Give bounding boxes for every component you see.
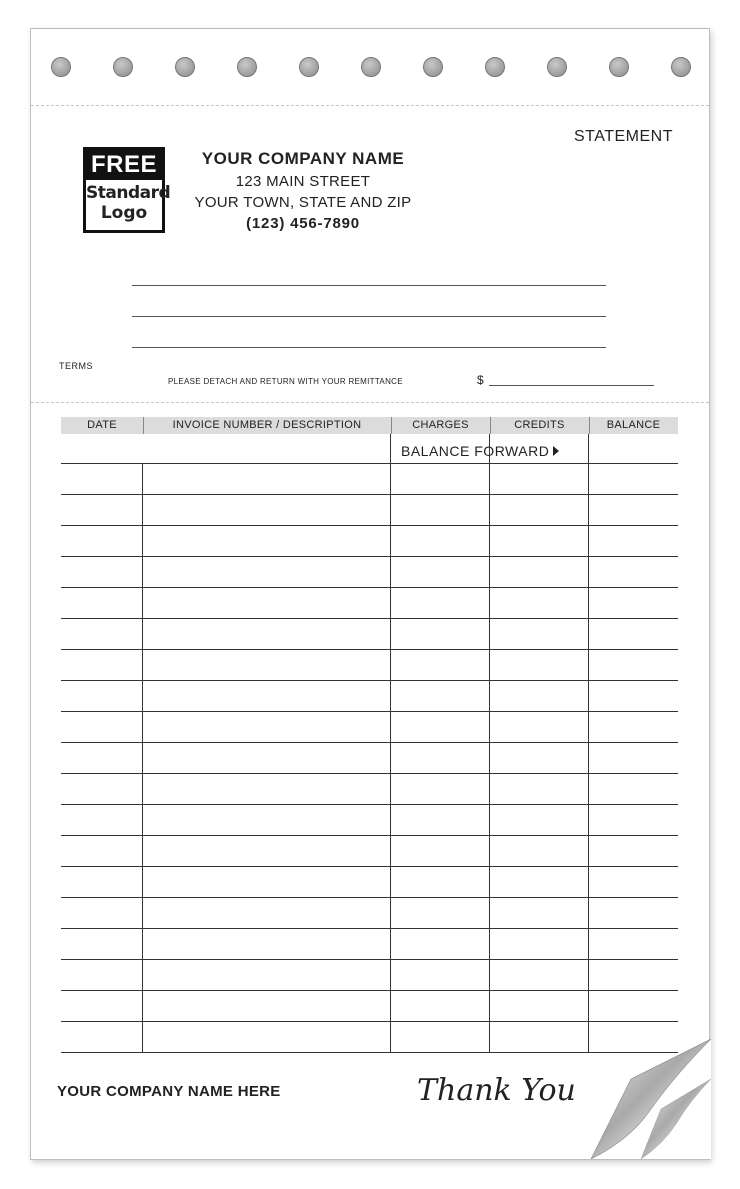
table-row-line	[61, 556, 678, 557]
table-header	[61, 417, 678, 434]
pinfeed-hole	[423, 57, 443, 77]
company-logo	[83, 147, 171, 233]
table-row-line	[61, 804, 678, 805]
table-row-line	[61, 587, 678, 588]
dollar-sign: $	[477, 373, 484, 387]
logo-standard: Standard	[86, 183, 171, 203]
terms-label: TERMS	[59, 361, 93, 371]
pinfeed-hole	[485, 57, 505, 77]
pinfeed-hole	[547, 57, 567, 77]
address-line-2[interactable]	[132, 316, 606, 317]
logo-free: FREE	[86, 150, 162, 180]
company-phone: (123) 456-7890	[246, 215, 360, 232]
pinfeed-hole	[299, 57, 319, 77]
table-row-line	[61, 525, 678, 526]
perforation-top	[31, 105, 709, 106]
table-column-line	[390, 434, 391, 1052]
triangle-right-icon	[553, 446, 559, 456]
balance-forward-label: BALANCE FORWARD	[401, 443, 550, 459]
address-line-1[interactable]	[132, 285, 606, 286]
balance-forward	[401, 443, 559, 459]
company-city: YOUR TOWN, STATE AND ZIP	[194, 194, 412, 211]
header-credits: CREDITS	[514, 419, 565, 431]
pinfeed-hole	[671, 57, 691, 77]
logo-logo: Logo	[100, 203, 148, 223]
page-curl-graphic	[591, 1039, 711, 1159]
footer-company-name: YOUR COMPANY NAME HERE	[57, 1083, 281, 1100]
pinfeed-hole	[175, 57, 195, 77]
company-name: YOUR COMPANY NAME	[201, 149, 405, 168]
table-column-line	[142, 463, 143, 1052]
header-balance: BALANCE	[606, 419, 661, 431]
table-row-line	[61, 773, 678, 774]
table-row-line	[61, 928, 678, 929]
table-row-line	[61, 1021, 678, 1022]
table-row-line	[61, 835, 678, 836]
table-row-line	[61, 742, 678, 743]
table-row-line	[61, 897, 678, 898]
table-row-line	[61, 959, 678, 960]
table-row-line	[61, 494, 678, 495]
statement-form	[30, 28, 710, 1160]
table-row-line	[61, 1052, 678, 1053]
address-line-3[interactable]	[132, 347, 606, 348]
table-row-line	[61, 463, 678, 464]
table-row-line	[61, 649, 678, 650]
table-row-line	[61, 990, 678, 991]
header-divider	[589, 417, 590, 434]
header-divider	[391, 417, 392, 434]
pinfeed-hole	[113, 57, 133, 77]
table-row-line	[61, 680, 678, 681]
header-divider	[490, 417, 491, 434]
form-title: STATEMENT	[573, 128, 673, 145]
table-column-line	[588, 434, 589, 1052]
table-column-line	[489, 434, 490, 1052]
table-row-line	[61, 711, 678, 712]
thank-you-script: Thank You	[417, 1073, 576, 1108]
pinfeed-hole	[609, 57, 629, 77]
header-charges: CHARGES	[412, 419, 469, 431]
header-divider	[143, 417, 144, 434]
perforation-middle	[31, 402, 709, 403]
header-description: INVOICE NUMBER / DESCRIPTION	[172, 419, 362, 431]
table-row-line	[61, 618, 678, 619]
detach-note: PLEASE DETACH AND RETURN WITH YOUR REMITTANCE	[168, 377, 403, 386]
pinfeed-hole	[237, 57, 257, 77]
pinfeed-hole	[51, 57, 71, 77]
remittance-amount-line[interactable]	[489, 385, 654, 386]
pinfeed-holes	[31, 49, 709, 89]
pinfeed-hole	[361, 57, 381, 77]
table-row-line	[61, 866, 678, 867]
company-street: 123 MAIN STREET	[235, 173, 371, 190]
header-date: DATE	[87, 419, 117, 431]
company-block	[173, 149, 433, 232]
